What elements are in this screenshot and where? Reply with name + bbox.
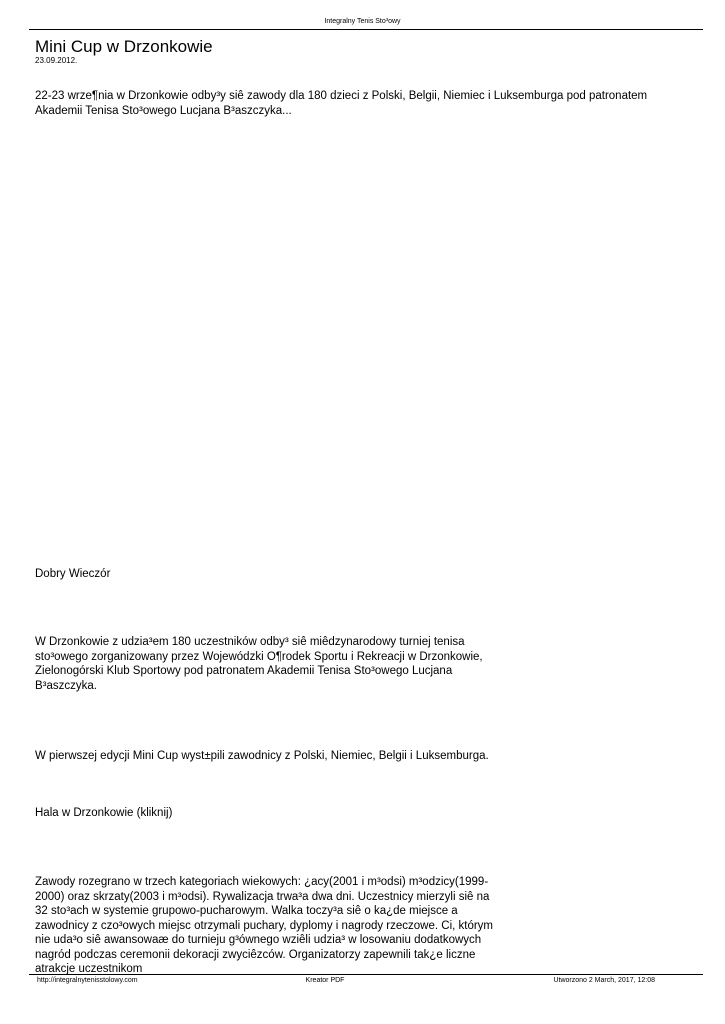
- footer-divider: [29, 974, 703, 975]
- footer-created-date: Utworzono 2 March, 2017, 12:08: [553, 977, 655, 984]
- article-lead: 22-23 wrze¶nia w Drzonkowie odby³y siê zawody dla 180 dzieci z Polski, Belgii, Niemiec i Luksemburga pod patronatem Akademii Tenisa Sto³owego Lucjana B³aszczyka...: [35, 90, 648, 117]
- article-paragraph: W pierwszej edycji Mini Cup wyst±pili zawodnicy z Polski, Niemiec, Belgii i Luksemburga.: [35, 750, 489, 762]
- article-date: 23.09.2012.: [35, 56, 78, 65]
- header-divider: [29, 29, 703, 30]
- hall-link[interactable]: Hala w Drzonkowie (kliknij): [35, 807, 173, 819]
- footer-url[interactable]: http://integralnytenisstolowy.com: [37, 977, 138, 984]
- article-paragraph: Zawody rozegrano w trzech kategoriach wiekowych: ¿acy(2001 i m³odsi) m³odzicy(1999-2000) oraz skrzaty(2003 i m³odsi). Rywalizacja trwa³a dwa dni. Uczestnicy mierzyli siê na 32 sto³ach w systemie grupowo-pucharowym. Walka toczy³a siê o ka¿de miejsce a zawodnicy z czo³owych miejsc otrzymali puchary, dyplomy i nagrody rzeczowe. Ci, którym nie uda³o siê awansowaæ do turnieju g³ównego wziêli udzia³ w losowaniu dodatkowych nagród podczas ceremonii dekoracji zwyciêzców. Organizatorzy zapewnili tak¿e liczne atrakcje uczestnikom: [35, 876, 494, 974]
- footer-creator: Kreator PDF: [305, 977, 345, 984]
- greeting-text: Dobry Wieczór: [35, 568, 111, 580]
- article-title: Mini Cup w Drzonkowie: [35, 37, 213, 56]
- site-header: Integralny Tenis Sto³owy: [324, 18, 401, 25]
- article-paragraph: W Drzonkowie z udzia³em 180 uczestników odby³ siê miêdzynarodowy turniej tenisa sto³owego zorganizowany przez Wojewódzki O¶rodek Sportu i Rekreacji w Drzonkowie, Zielonogórski Klub Sportowy pod patronatem Akademii Tenisa Sto³owego Lucjana B³aszczyka.: [35, 636, 483, 692]
